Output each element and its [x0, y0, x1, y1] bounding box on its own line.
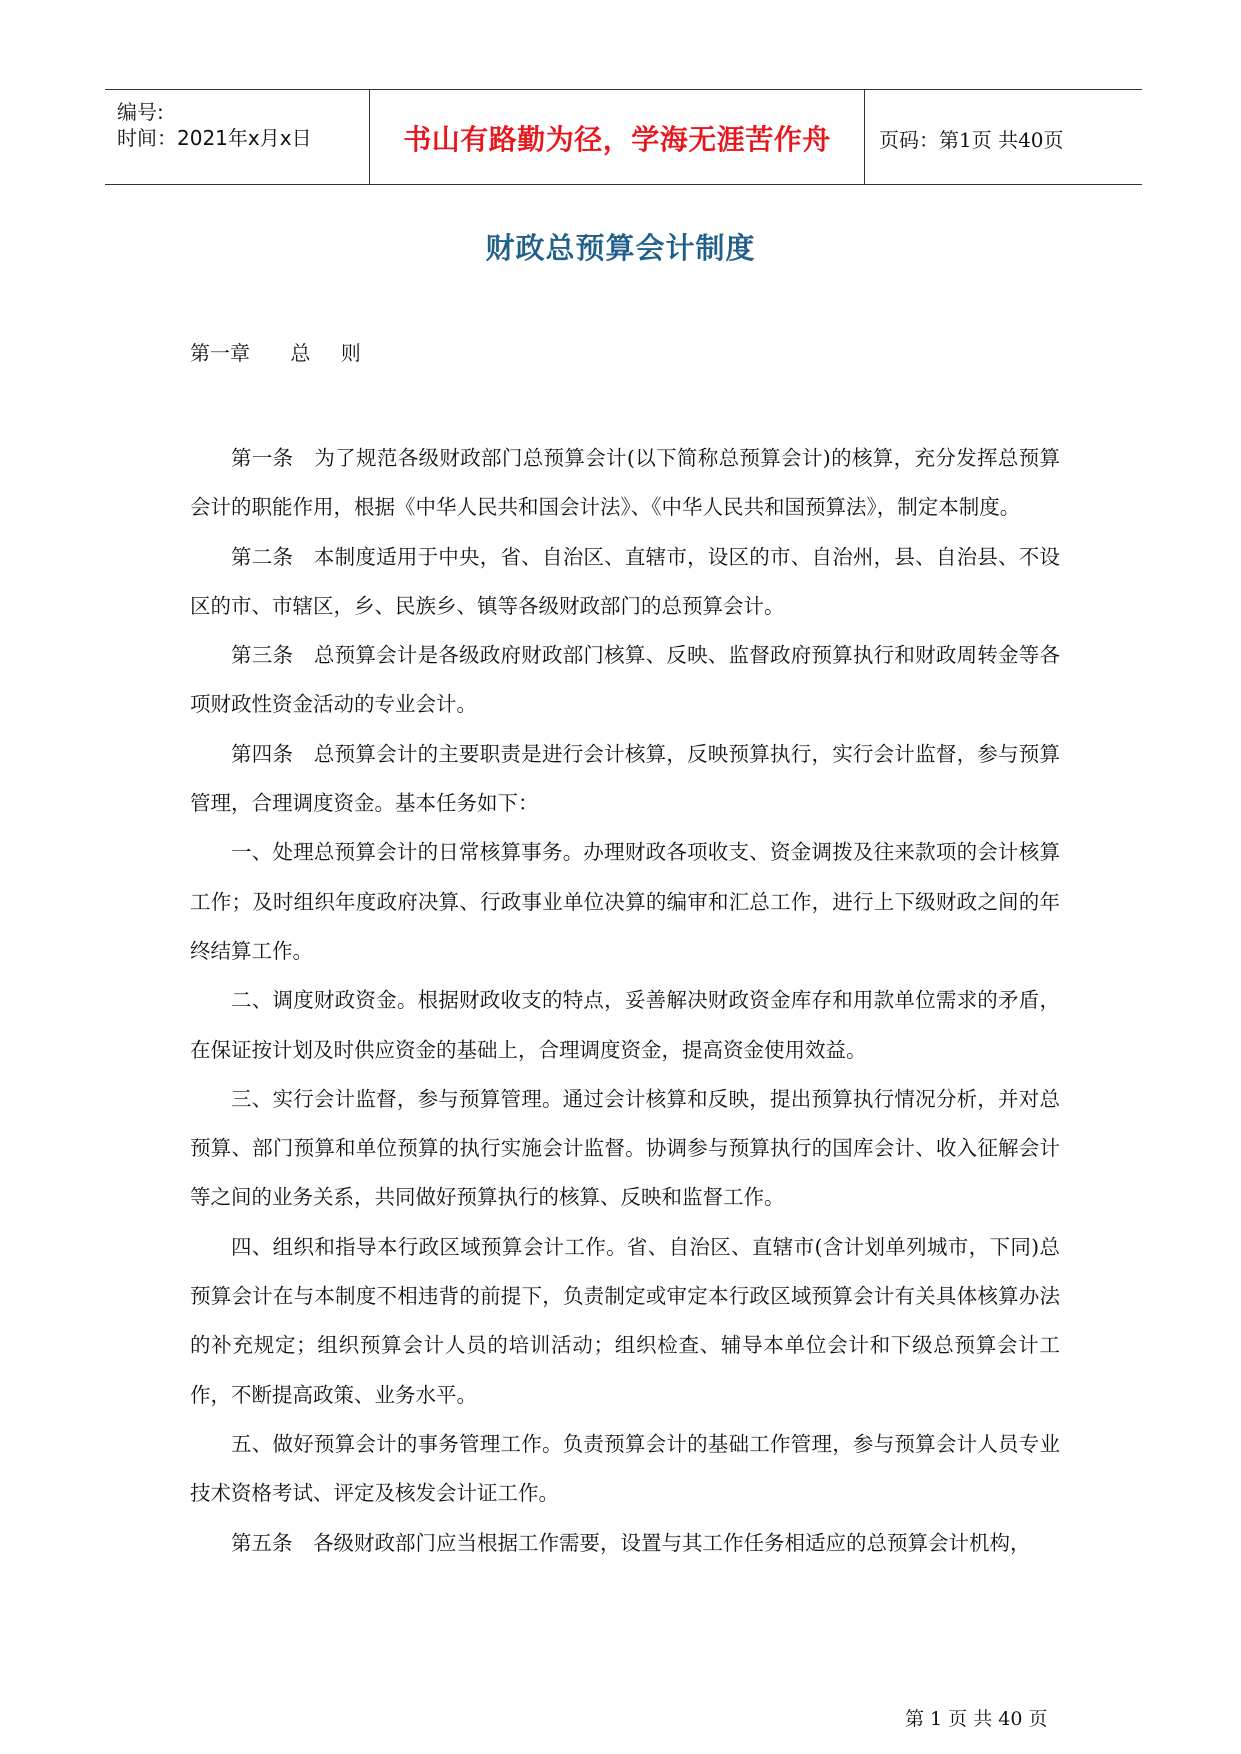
paragraph: 三、实行会计监督，参与预算管理。通过会计核算和反映，提出预算执行情况分析，并对总预算、部门预算和单位预算的执行实施会计监督。协调参与预算执行的国库会计、收入征解会计等之间的业务关系，共同做好预算执行的核算、反映和监督工作。	[190, 1086, 1060, 1210]
paragraph: 二、调度财政资金。根据财政收支的特点，妥善解决财政资金库存和用款单位需求的矛盾，在保证按计划及时供应资金的基础上，合理调度资金，提高资金使用效益。	[190, 988, 1060, 1062]
chapter-name-part1: 总	[290, 341, 311, 365]
chapter-name-part2: 则	[340, 341, 361, 365]
document-title: 财政总预算会计制度	[485, 231, 756, 265]
paragraph: 第三条 总预算会计是各级政府财政部门核算、反映、监督政府预算执行和财政周转金等各项财政性资金活动的专业会计。	[190, 643, 1060, 717]
paragraph: 第四条 总预算会计的主要职责是进行会计核算，反映预算执行，实行会计监督，参与预算管理，合理调度资金。基本任务如下：	[190, 741, 1060, 816]
paragraph: 四、组织和指导本行政区域预算会计工作。省、自治区、直辖市(含计划单列城市，下同)总预算会计在与本制度不相违背的前提下，负责制定或审定本行政区域预算会计有关具体核算办法的补充规定；组织预算会计人员的培训活动；组织检查、辅导本单位会计和下级总预算会计工作，不断提高政策、业务水平。	[190, 1234, 1060, 1407]
paragraph: 第五条 各级财政部门应当根据工作需要，设置与其工作任务相适应的总预算会计机构，	[231, 1530, 1031, 1555]
paragraph: 第二条 本制度适用于中央，省、自治区、直辖市，设区的市、自治州，县、自治县、不设区的市、市辖区，乡、民族乡、镇等各级财政部门的总预算会计。	[190, 544, 1060, 618]
paragraph: 第一条 为了规范各级财政部门总预算会计(以下简称总预算会计)的核算，充分发挥总预算会计的职能作用，根据《中华人民共和国会计法》、《中华人民共和国预算法》，制定本制度。	[190, 446, 1060, 520]
header-motto: 书山有路勤为径，学海无涯苦作舟	[403, 123, 831, 156]
header-info-cell	[105, 90, 370, 184]
page-footer: 第 1 页 共 40 页	[905, 1708, 1048, 1730]
paragraph: 五、做好预算会计的事务管理工作。负责预算会计的基础工作管理，参与预算会计人员专业技术资格考试、评定及核发会计证工作。	[190, 1431, 1060, 1506]
document-number-label: 编号:	[117, 100, 164, 124]
paragraph: 一、处理总预算会计的日常核算事务。办理财政各项收支、资金调拨及往来款项的会计核算工作；及时组织年度政府决算、行政事业单位决算的编审和汇总工作，进行上下级财政之间的年终结算工作。	[190, 840, 1060, 963]
page-header	[105, 89, 1142, 185]
document-body	[190, 434, 1060, 1568]
chapter-heading	[190, 337, 361, 366]
header-motto-cell	[370, 90, 865, 184]
header-page-cell	[865, 90, 1142, 184]
document-time-label: 时间：2021年x月x日	[117, 126, 312, 150]
chapter-number: 第一章	[190, 341, 250, 365]
header-page-code: 页码：第1页 共40页	[879, 128, 1064, 152]
